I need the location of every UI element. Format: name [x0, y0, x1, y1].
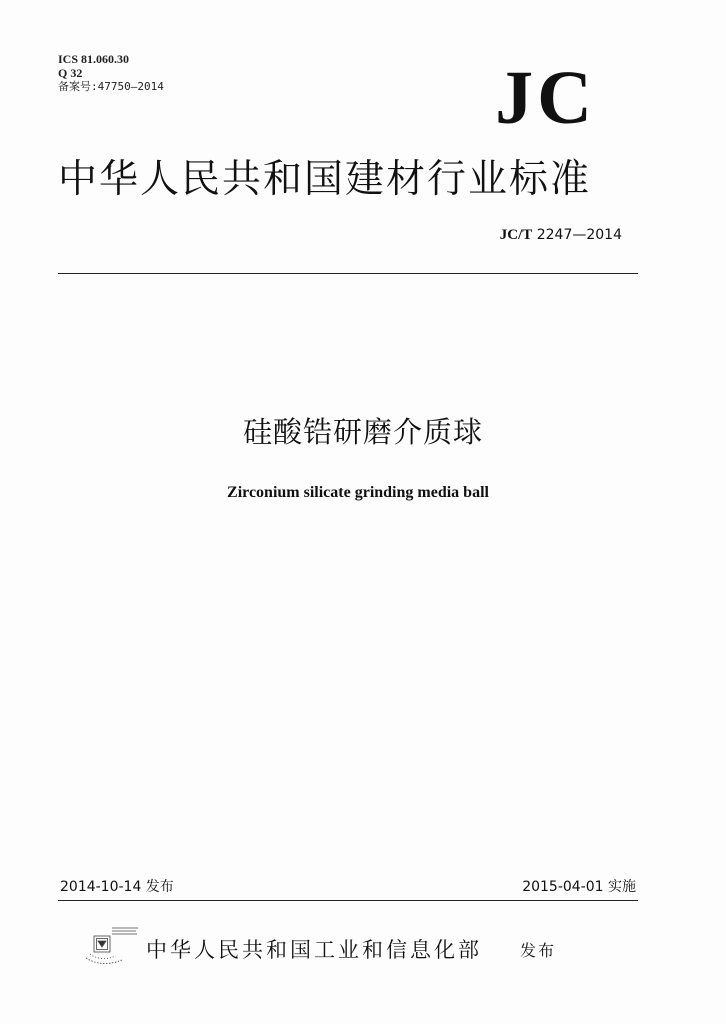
standard-category-title: 中华人民共和国建材行业标准 — [58, 157, 592, 202]
issuer-verb: 发布 — [520, 941, 557, 960]
ministry-seal-icon — [82, 924, 140, 968]
standard-number-value: 2247—2014 — [536, 227, 622, 243]
release-date: 2014-10-14 发布 — [60, 879, 174, 895]
jc-logo: JC — [495, 56, 596, 140]
filing-number: 备案号:47750—2014 — [58, 80, 164, 93]
classification-block — [58, 52, 164, 94]
issuing-authority: 中华人民共和国工业和信息化部 — [146, 938, 482, 962]
top-divider — [58, 273, 638, 274]
ccs-code: Q 32 — [58, 66, 83, 80]
standard-number-prefix: JC/T — [499, 227, 533, 243]
document-title-chinese: 硅酸锆研磨介质球 — [242, 415, 483, 449]
standard-number — [500, 227, 622, 244]
effective-date: 2015-04-01 实施 — [522, 879, 636, 895]
ics-code: ICS 81.060.30 — [58, 52, 130, 66]
bottom-divider — [58, 900, 638, 901]
document-title-english: Zirconium silicate grinding media ball — [227, 484, 489, 501]
